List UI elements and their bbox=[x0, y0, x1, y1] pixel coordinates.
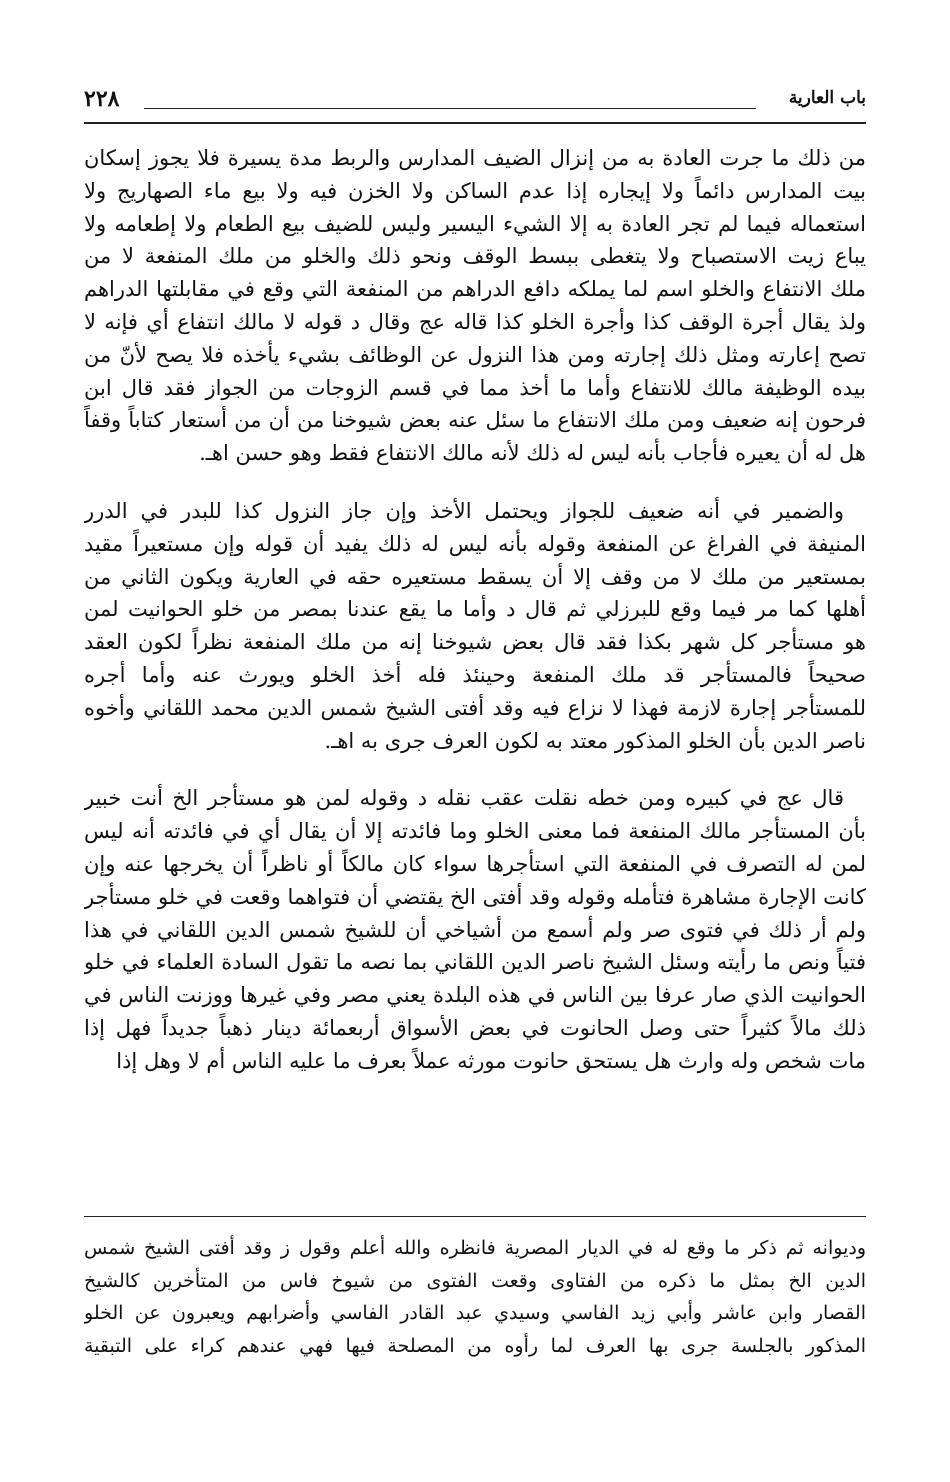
text-line: بمستعير من ملك لا من وقف إلا أن يسقط مستعيره حقه في العارية ويكون الثاني من bbox=[84, 564, 866, 589]
text-line: مات شخص وله وارث هل يستحق حانوت مورثه عملاً بعرف ما عليه الناس أم لا وهل إذا bbox=[116, 1048, 866, 1073]
paragraph bbox=[84, 495, 866, 757]
footnote-divider bbox=[84, 1216, 866, 1217]
text-line: للمستأجر إجارة لازمة فهذا لا نزاع فيه وقد أفتى الشيخ شمس الدين محمد اللقاني وأخوه bbox=[84, 695, 866, 720]
text-line: يباع زيت الاستصباح ولا يتغطى ببسط الوقف ونحو ذلك والخلو من ملك المنفعة لا من bbox=[84, 244, 866, 269]
text-line: هو مستأجر كل شهر بكذا فقد قال بعض شيوخنا إنه من ملك المنفعة نظراً لكون العقد bbox=[84, 630, 866, 655]
text-line: بأن المستأجر مالك المنفعة فما معنى الخلو وما فائدته إلا أن يقال أي في فائدته أنه ليس bbox=[84, 819, 866, 844]
footnote-line: وديوانه ثم ذكر ما وقع له في الديار المصرية فانظره والله أعلم وقول ز وقد أفتى الشيخ شمس bbox=[84, 1237, 866, 1259]
text-line: فرحون إنه ضعيف ومن ملك الانتفاع ما سئل عنه بعض شيوخنا من أن من أستعار كتاباً وقفاً bbox=[84, 408, 866, 433]
text-line: الحوانيت الذي صار عرفا بين الناس في هذه البلدة يعني مصر وفي غيرها ووزنت الناس في bbox=[84, 983, 866, 1008]
main-text bbox=[84, 142, 866, 1103]
text-line: استعماله فيما لم تجر العادة به إلا الشيء اليسير وليس للضيف بيع الطعام ولا إطعامه ولا bbox=[84, 211, 866, 236]
text-line: قال عج في كبيره ومن خطه نقلت عقب نقله د وقوله لمن هو مستأجر الخ أنت خبير bbox=[84, 786, 844, 811]
text-line: ناصر الدين بأن الخلو المذكور معتد به لكون العرف جرى به اهـ. bbox=[324, 728, 866, 753]
header-rule bbox=[84, 122, 866, 124]
paragraph bbox=[84, 782, 866, 1077]
text-line: والضمير في أنه ضعيف للجواز ويحتمل الأخذ وإن جاز النزول كذا للبدر في الدرر bbox=[84, 498, 844, 523]
text-line: فتياً ونص ما رأيته وسئل الشيخ ناصر الدين اللقاني بما نصه ما تقول السادة العلماء في خلو bbox=[84, 950, 866, 975]
footnote bbox=[84, 1232, 866, 1362]
header-divider bbox=[144, 108, 756, 109]
footnote-line: القصار وابن عاشر وأبي زيد الفاسي وسيدي عبد القادر الفاسي وأضرابهم ويعبرون عن الخلو bbox=[84, 1302, 866, 1325]
book-page bbox=[84, 80, 866, 1357]
page-number: ٢٢٨ bbox=[84, 86, 120, 112]
text-line: تصح إعارته ومثل ذلك إجارته ومن هذا النزول عن الوظائف بشيء يأخذه فلا يصح لأنّ من bbox=[84, 342, 866, 367]
text-line: بيده الوظيفة مالك للانتفاع وأما ما أخذ مما في قسم الزوجات من الجواز فقد قال ابن bbox=[84, 375, 866, 400]
text-line: أهلها كما مر فيما وقع للبرزلي ثم قال د وأما ما يقع عندنا بمصر من خلو الحوانيت لمن bbox=[84, 597, 866, 622]
text-line: ولم أر ذلك في فتوى صر ولم أسمع من أشياخي أن للشيخ شمس الدين اللقاني في هذا bbox=[84, 917, 866, 942]
text-line: لمن له التصرف في المنفعة التي استأجرها سواء كان مالكاً أو ناظراً أن يخرجها عنه وإن bbox=[84, 851, 866, 876]
running-header bbox=[84, 80, 866, 122]
text-line: ذلك مالاً كثيراً حتى وصل الحانوت في بعض الأسواق أربعمائة دينار ذهباً جديداً فهل إذا bbox=[84, 1015, 866, 1040]
text-line: ملك الانتفاع والخلو اسم لما يملكه دافع الدراهم من المنفعة التي وقع في مقابلتها الدراهم bbox=[84, 277, 866, 302]
text-line: هل له أن يعيره فأجاب بأنه ليس له ذلك لأنه مالك الانتفاع فقط وهو حسن اهـ. bbox=[199, 441, 866, 466]
paragraph bbox=[84, 142, 866, 470]
footnote-line: المذكور بالجلسة جرى بها العرف لما رأوه من المصلحة فيها فهي عندهم كراء على التبقية bbox=[84, 1334, 866, 1357]
text-line: كانت الإجارة مشاهرة فتأمله وقوله وقد أفتى الخ يقتضي أن فتواهما وقعت في خلو مستأجر bbox=[84, 884, 866, 909]
text-line: بيت المدارس دائماً ولا إيجاره إذا عدم الساكن ولا الخزن فيه ولا بيع ماء الصهاريج ولا bbox=[84, 178, 866, 203]
text-line: ولذ يقال أجرة الوقف كذا وأجرة الخلو كذا قاله عج وقال د قوله لا مالك انتفاع أي فإنه لا bbox=[84, 309, 866, 334]
chapter-title: باب العارية bbox=[788, 88, 866, 108]
text-line: صحيحاً فالمستأجر قد ملك المنفعة وحينئذ فله أخذ الخلو ويورث عنه وأما أجره bbox=[84, 662, 866, 687]
footnote-line: الدين الخ بمثل ما ذكره من الفتاوى وقعت الفتوى من شيوخ فاس من المتأخرين كالشيخ bbox=[84, 1269, 866, 1292]
text-line: من ذلك ما جرت العادة به من إنزال الضيف المدارس والربط مدة يسيرة فلا يجوز إسكان bbox=[84, 146, 866, 170]
text-line: المنيفة في الفراغ عن المنفعة وقوله بأنه ليس له ذلك يفيد أن قوله وإن مستعيراً مقيد bbox=[84, 531, 866, 556]
